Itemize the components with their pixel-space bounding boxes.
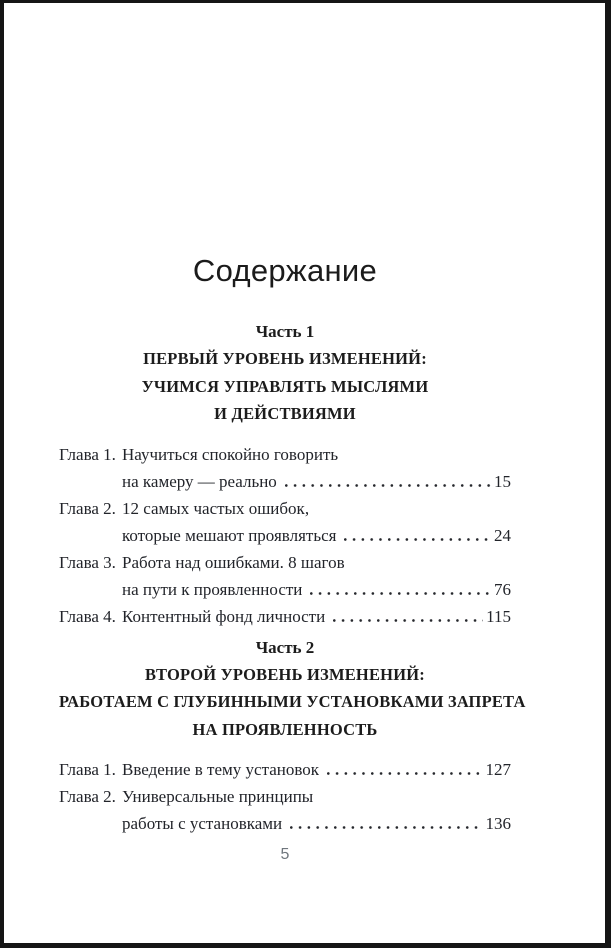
toc-entry[interactable] (59, 603, 511, 630)
chapter-title-cont: которые мешают проявляться (122, 525, 337, 545)
part-heading-line: РАБОТАЕМ С ГЛУБИННЫМИ УСТАНОВКАМИ ЗАПРЕТА (59, 692, 526, 711)
part-heading (59, 345, 511, 428)
chapter-title: Научиться спокойно говорить (122, 444, 339, 464)
chapter-title-cont: на камеру — реально (122, 471, 277, 491)
toc-list (59, 441, 511, 630)
chapter-title: Контентный фонд личности (122, 606, 326, 626)
dot-leader (285, 484, 491, 487)
part-kicker: Часть 2 (255, 637, 315, 657)
part-heading-line: НА ПРОЯВЛЕННОСТЬ (192, 719, 378, 739)
dot-leader (327, 772, 482, 775)
dot-leader (290, 826, 482, 829)
toc-entry[interactable] (59, 495, 511, 549)
toc-page-number: 76 (494, 579, 511, 599)
toc-page-number: 136 (485, 814, 511, 833)
page-number: 5 (280, 846, 290, 863)
part-heading-line: ПЕРВЫЙ УРОВЕНЬ ИЗМЕНЕНИЙ: (143, 349, 427, 368)
chapter-title: Работа над ошибками. 8 шагов (122, 552, 345, 572)
dot-leader (310, 592, 491, 595)
page-title: Содержание (192, 253, 378, 288)
chapter-title: Введение в тему установок (122, 760, 320, 779)
toc-page-number: 24 (494, 525, 511, 545)
chapter-label: Глава 2. (59, 787, 116, 806)
chapter-title: 12 самых частых ошибок, (122, 498, 310, 518)
toc-part-1 (59, 318, 511, 630)
content-column (59, 251, 526, 866)
toc-page-number: 15 (494, 471, 511, 491)
chapter-label: Глава 1. (59, 760, 116, 779)
toc-entry[interactable] (59, 756, 511, 783)
chapter-label: Глава 4. (59, 606, 116, 626)
chapter-label: Глава 2. (59, 498, 116, 518)
toc-part-2 (59, 634, 526, 838)
toc-page-number: 127 (485, 760, 511, 779)
part-heading-line: УЧИМСЯ УПРАВЛЯТЬ МЫСЛЯМИ (141, 376, 429, 396)
chapter-title-cont: на пути к проявленности (122, 579, 303, 599)
toc-entry[interactable] (59, 441, 511, 495)
part-heading-line: И ДЕЙСТВИЯМИ (214, 404, 356, 423)
chapter-label: Глава 3. (59, 552, 116, 572)
dot-leader (333, 619, 483, 622)
part-heading (59, 661, 526, 744)
toc-entry[interactable] (59, 783, 511, 837)
toc-entry[interactable] (59, 549, 511, 603)
toc-list (59, 756, 511, 837)
dot-leader (344, 538, 491, 541)
chapter-title-cont: работы с установками (122, 814, 283, 833)
chapter-title: Универсальные принципы (122, 787, 314, 806)
part-kicker: Часть 1 (255, 322, 315, 341)
part-heading-line: ВТОРОЙ УРОВЕНЬ ИЗМЕНЕНИЙ: (145, 664, 425, 684)
toc-page-number: 115 (486, 606, 511, 626)
chapter-label: Глава 1. (59, 444, 116, 464)
